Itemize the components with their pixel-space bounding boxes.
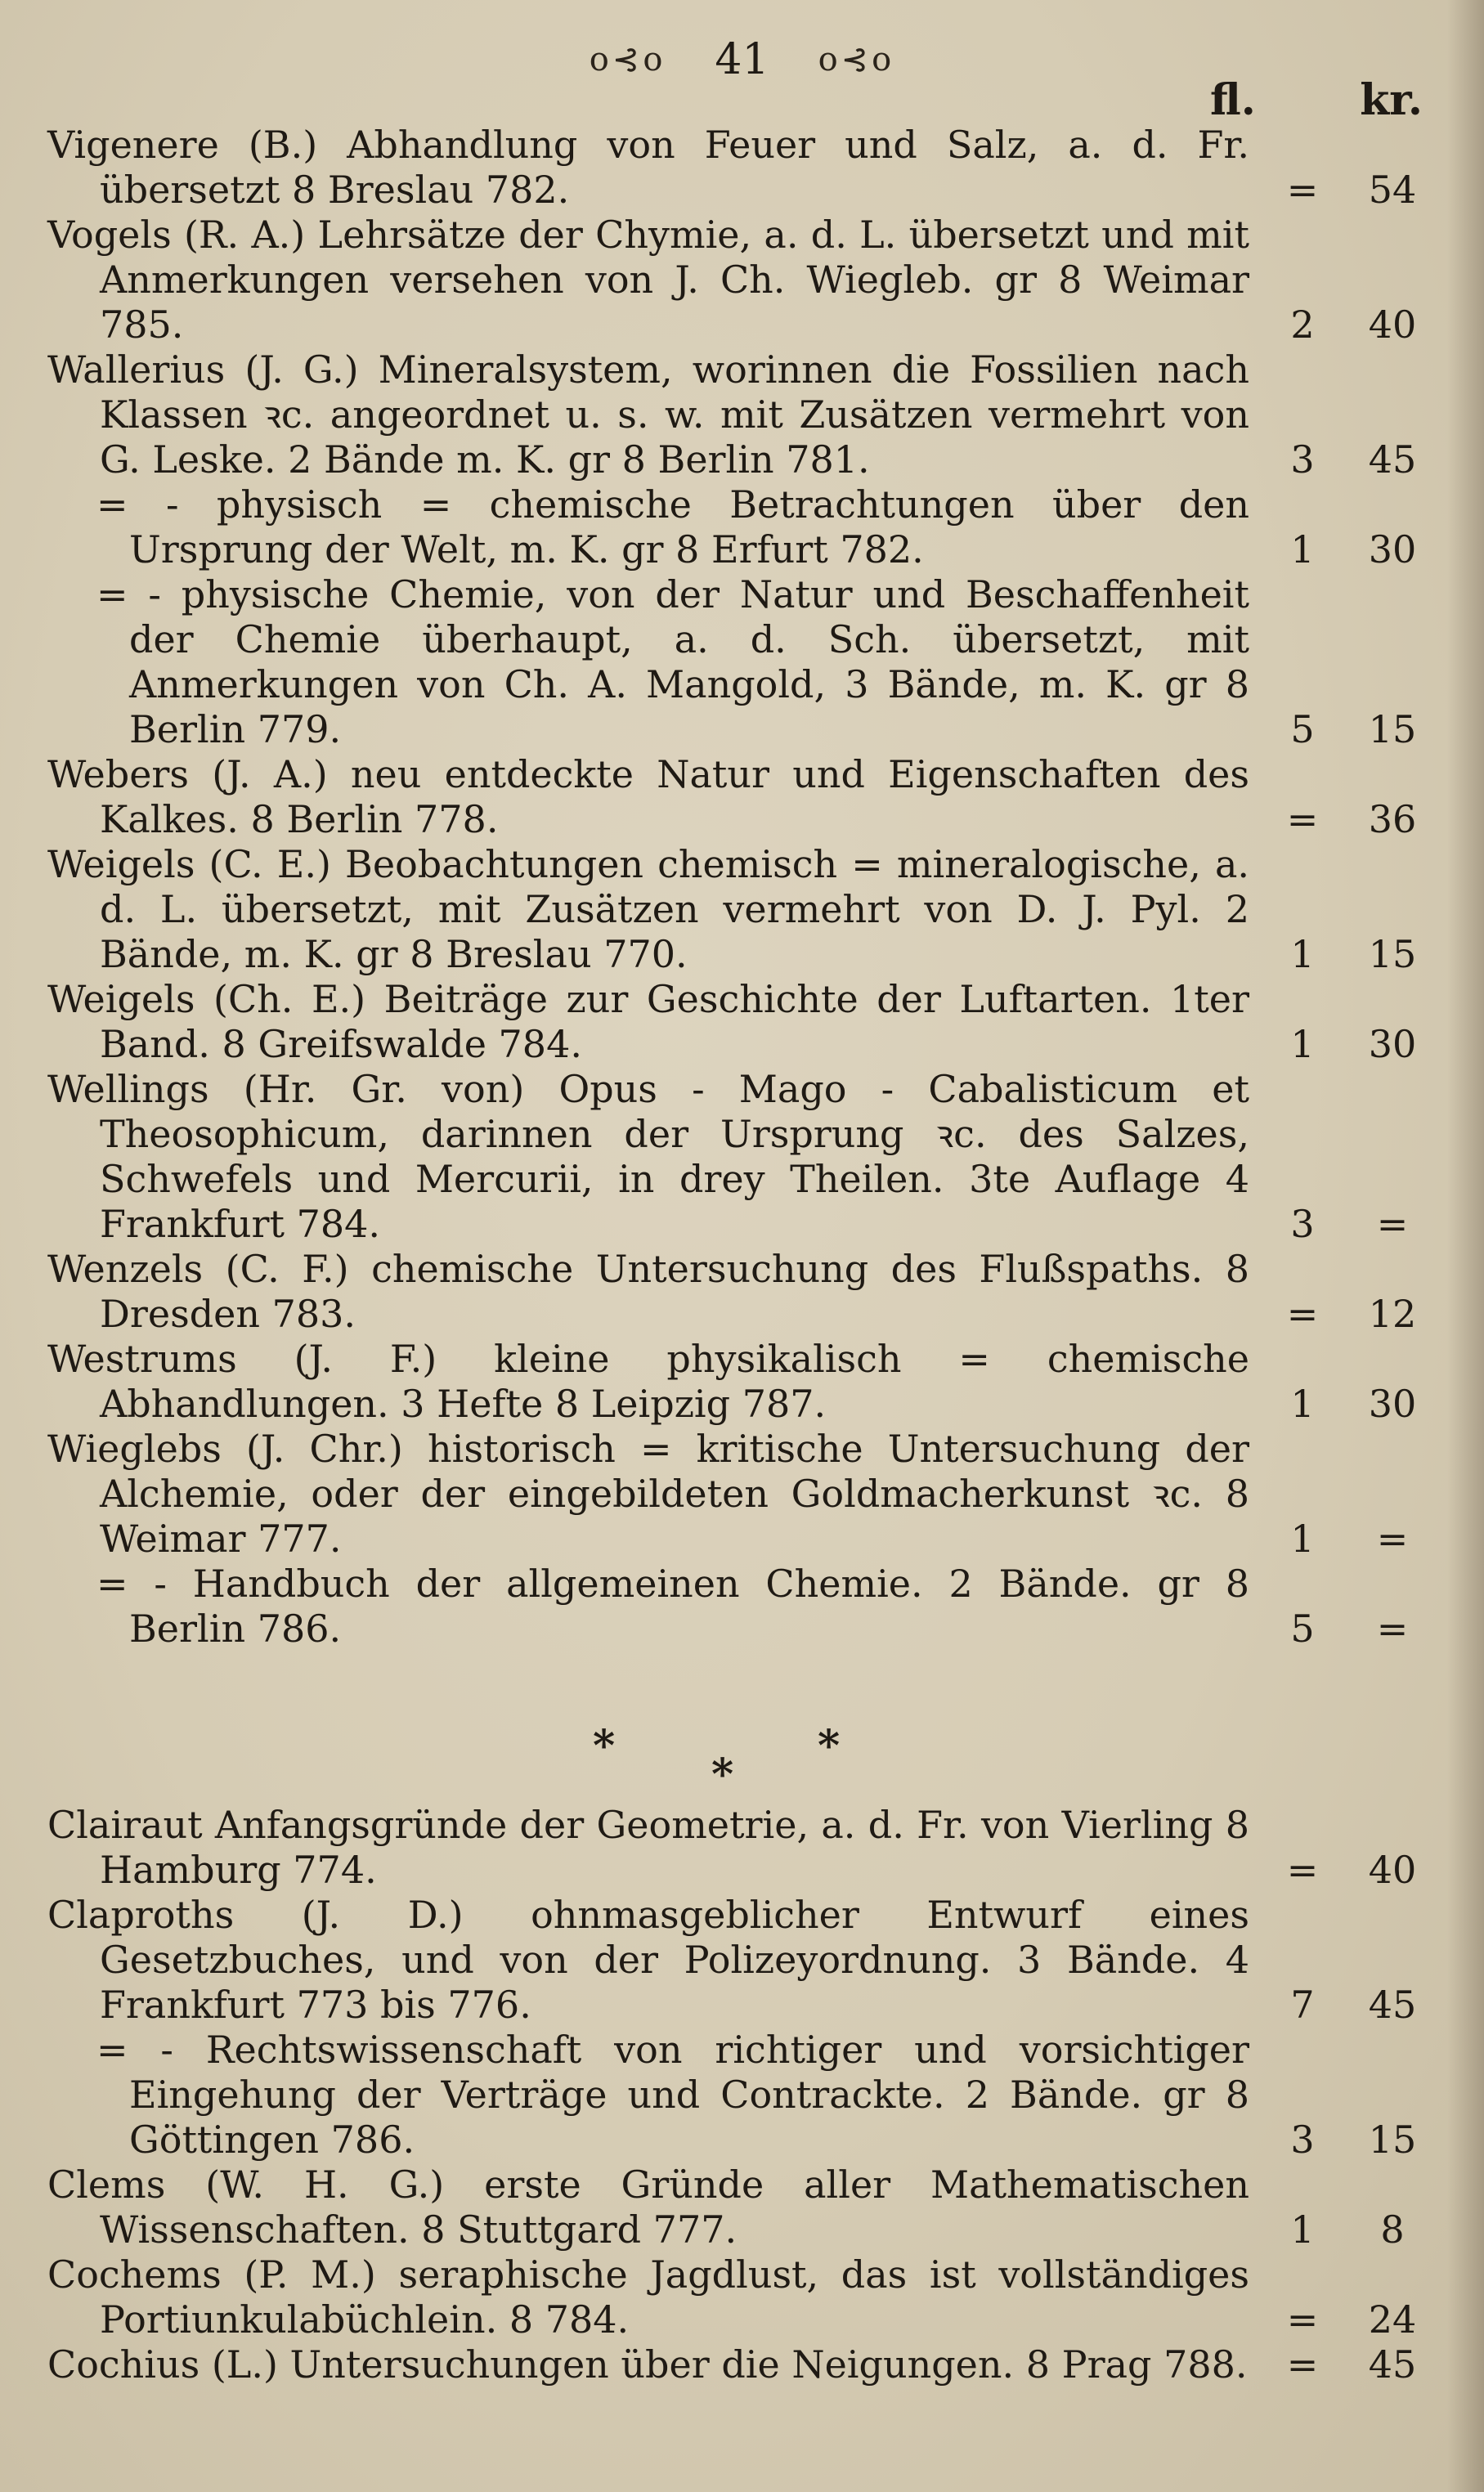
price-kr: 8 [1380,2207,1405,2252]
entry-price [1258,932,1437,977]
entry-price [1258,168,1437,213]
price-fl: 1 [1290,1022,1315,1066]
entry-text: Cochems (P. M.) seraphische Jagdlust, das ist vollständiges Portiunkulabüchlein. 8 784. [47,2252,1249,2342]
price-kr: 45 [1368,437,1417,482]
left-ornament: o⊰o [589,41,666,78]
price-kr: 30 [1368,1022,1417,1066]
entry-price [1258,1848,1437,1893]
catalog-entry [47,842,1437,977]
entry-text: Wallerius (J. G.) Mineralsystem, worinnen die Fossilien nach Klassen ꝛc. angeordnet u. s. w. mit Zusätzen vermehrt von G. Leske. 2 Bände m. K. gr 8 Berlin 781. [47,347,1249,482]
price-fl: 1 [1290,527,1315,571]
price-fl: 1 [1290,932,1315,976]
entry-price [1258,437,1437,482]
entry-list-c [47,1803,1437,2387]
separator-star: * [593,1721,616,1771]
entry-text: Vigenere (B.) Abhandlung von Feuer und Salz, a. d. Fr. übersetzt 8 Breslau 782. [47,123,1249,212]
catalog-entry [47,123,1437,213]
price-kr: = [1376,1607,1409,1651]
catalog-entry [47,347,1437,482]
column-fl: fl. [1210,75,1256,125]
entry-text: Wieglebs (J. Chr.) historisch = kritische Untersuchung der Alchemie, oder der eingebildeten Goldmacherkunst ꝛc. 8 Weimar 777. [47,1427,1249,1561]
catalog-entry [47,1893,1437,2028]
price-kr: 24 [1368,2297,1417,2342]
section-separator [0,1705,1484,1803]
price-fl: 3 [1290,437,1315,482]
entry-price [1258,1202,1437,1247]
price-kr: 40 [1368,1848,1417,1892]
entry-price [1258,2207,1437,2252]
entry-text: = - Handbuch der allgemeinen Chemie. 2 Bände. gr 8 Berlin 786. [96,1562,1249,1651]
entry-price [1258,1517,1437,1562]
entry-text: Vogels (R. A.) Lehrsätze der Chymie, a. d. L. übersetzt und mit Anmerkungen versehen von J. Ch. Wiegleb. gr 8 Weimar 785. [47,213,1249,347]
entry-text: = - physische Chemie, von der Natur und Beschaffenheit der Chemie überhaupt, a. d. Sch. übersetzt, mit Anmerkungen von Ch. A. Mangold, 3 Bände, m. K. gr 8 Berlin 779. [96,572,1249,751]
entry-text: Cochius (L.) Untersuchungen über die Neigungen. 8 Prag 788. [47,2342,1248,2387]
entry-text: = - Rechtswissenschaft von richtiger und vorsichtiger Eingehung der Verträge und Contrackte. 2 Bände. gr 8 Göttingen 786. [96,2028,1249,2162]
price-kr: 15 [1368,707,1417,751]
price-fl: = [1286,2297,1319,2342]
entry-list-w [47,123,1437,1652]
price-fl: = [1286,1848,1319,1892]
entry-text: Wenzels (C. F.) chemische Untersuchung des Flußspaths. 8 Dresden 783. [47,1247,1249,1336]
price-fl: 1 [1290,1382,1315,1426]
entry-price [1258,303,1437,347]
price-kr: 12 [1368,1292,1417,1336]
price-fl: = [1286,168,1319,212]
price-kr: = [1376,1517,1409,1561]
entry-price [1258,527,1437,572]
catalog-entry [47,2342,1437,2387]
price-kr: 30 [1368,527,1417,571]
catalog-entry [47,2252,1437,2342]
price-fl: 1 [1290,2207,1315,2252]
entry-price [1258,2118,1437,2163]
entry-price [1258,797,1437,842]
price-fl: 7 [1290,1983,1315,2027]
price-fl: 5 [1290,707,1315,751]
price-fl: 3 [1290,2118,1315,2162]
catalog-entry [47,1337,1437,1427]
entry-text: Westrums (J. F.) kleine physikalisch = chemische Abhandlungen. 3 Hefte 8 Leipzig 787. [47,1337,1249,1426]
entry-price [1258,1607,1437,1652]
entry-text: Clems (W. H. G.) erste Gründe aller Mathematischen Wissenschaften. 8 Stuttgard 777. [47,2163,1249,2252]
column-headers [1210,75,1423,125]
catalog-entry [47,482,1437,572]
entry-text: Claproths (J. D.) ohnmasgeblicher Entwurf eines Gesetzbuches, und von der Polizeyordnung. 3 Bände. 4 Frankfurt 773 bis 776. [47,1893,1249,2027]
catalog-entry [47,572,1437,752]
price-kr: 36 [1368,797,1417,841]
entry-price [1258,1382,1437,1427]
page-edge-shadow [1447,0,1484,2492]
catalog-entry [47,1803,1437,1893]
entry-text: Weigels (Ch. E.) Beiträge zur Geschichte der Luftarten. 1ter Band. 8 Greifswalde 784. [47,977,1249,1066]
entry-price [1258,2342,1437,2387]
catalog-entry [47,1067,1437,1247]
catalog-entry [47,2163,1437,2252]
entry-text: Weigels (C. E.) Beobachtungen chemisch = mineralogische, a. d. L. übersetzt, mit Zusätzen vermehrt von D. J. Pyl. 2 Bände, m. K. gr 8 Breslau 770. [47,842,1249,976]
entry-text: = - physisch = chemische Betrachtungen über den Ursprung der Welt, m. K. gr 8 Erfurt 782. [96,482,1249,571]
price-kr: 30 [1368,1382,1417,1426]
catalog-entry [47,977,1437,1067]
catalog-entry [47,213,1437,347]
catalog-entry [47,1247,1437,1337]
right-ornament: o⊰o [818,41,895,78]
price-fl: 2 [1290,303,1315,347]
price-kr: 45 [1368,2342,1417,2387]
price-kr: = [1376,1202,1409,1246]
separator-star: * [711,1750,734,1800]
price-kr: 15 [1368,932,1417,976]
entry-price [1258,1983,1437,2028]
catalog-entry [47,752,1437,842]
price-kr: 45 [1368,1983,1417,2027]
price-fl: = [1286,797,1319,841]
price-kr: 40 [1368,303,1417,347]
price-kr: 54 [1368,168,1417,212]
price-fl: 5 [1290,1607,1315,1651]
page-number: 41 [715,35,769,84]
entry-price [1258,2297,1437,2342]
price-fl: 1 [1290,1517,1315,1561]
price-kr: 15 [1368,2118,1417,2162]
catalog-entry [47,1427,1437,1562]
entry-text: Clairaut Anfangsgründe der Geometrie, a. d. Fr. von Vierling 8 Hamburg 774. [47,1803,1249,1892]
price-fl: = [1286,1292,1319,1336]
entry-text: Webers (J. A.) neu entdeckte Natur und Eigenschaften des Kalkes. 8 Berlin 778. [47,752,1249,841]
entry-text: Wellings (Hr. Gr. von) Opus - Mago - Cabalisticum et Theosophicum, darinnen der Ursprung ꝛc. des Salzes, Schwefels und Mercurii, in drey Theilen. 3te Auflage 4 Frankfurt 784. [47,1067,1249,1246]
column-kr: kr. [1360,75,1423,125]
entry-price [1258,1022,1437,1067]
price-fl: = [1286,2342,1319,2387]
separator-star: * [818,1721,841,1771]
price-fl: 3 [1290,1202,1315,1246]
catalog-entry [47,2028,1437,2163]
catalog-entry [47,1562,1437,1652]
entry-price [1258,1292,1437,1337]
entry-price [1258,707,1437,752]
